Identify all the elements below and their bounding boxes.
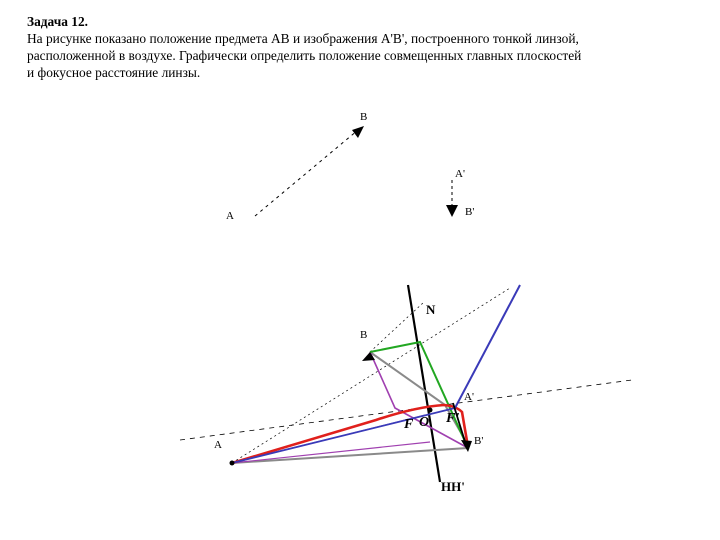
- object-line-ab: [255, 130, 358, 216]
- image-arrowhead-b-prime: [446, 205, 458, 217]
- label-f: F: [404, 417, 414, 432]
- label-a-prime: A': [455, 168, 465, 180]
- label-b-solution: B: [360, 329, 368, 341]
- blue-ray-tail: [232, 415, 425, 463]
- object-arrowhead-b: [352, 126, 364, 138]
- problem-line-2: расположенной в воздухе. Графически определить положение совмещенных главных плоскостей: [27, 48, 582, 63]
- point-a: [230, 461, 235, 466]
- gray-ray-b: [370, 352, 468, 445]
- label-b: B: [360, 111, 368, 123]
- label-a: A: [226, 210, 234, 222]
- problem-title: Задача 12.: [27, 14, 89, 29]
- label-hh: HH': [441, 479, 465, 494]
- label-a-prime-solution: A': [464, 391, 474, 403]
- label-b-prime-solution: B': [474, 435, 484, 447]
- label-o: O: [419, 415, 430, 430]
- label-b-prime: B': [465, 206, 475, 218]
- magenta-ray: [370, 352, 468, 448]
- construction-line-a-n: [232, 288, 510, 463]
- label-a-solution: A: [214, 439, 222, 451]
- top-figure: [226, 111, 474, 222]
- blue-ray-out: [455, 285, 520, 408]
- label-n: N: [426, 302, 436, 317]
- problem-line-3: и фокусное расстояние линзы.: [27, 65, 201, 80]
- label-f-prime: F': [446, 411, 460, 426]
- image-arrowhead-solution: [461, 440, 472, 452]
- problem-line-1: На рисунке показано положение предмета AB и изображения A'B', построенного тонкой линзой,: [27, 31, 579, 46]
- point-o: [428, 408, 433, 413]
- solution-figure: [180, 285, 632, 494]
